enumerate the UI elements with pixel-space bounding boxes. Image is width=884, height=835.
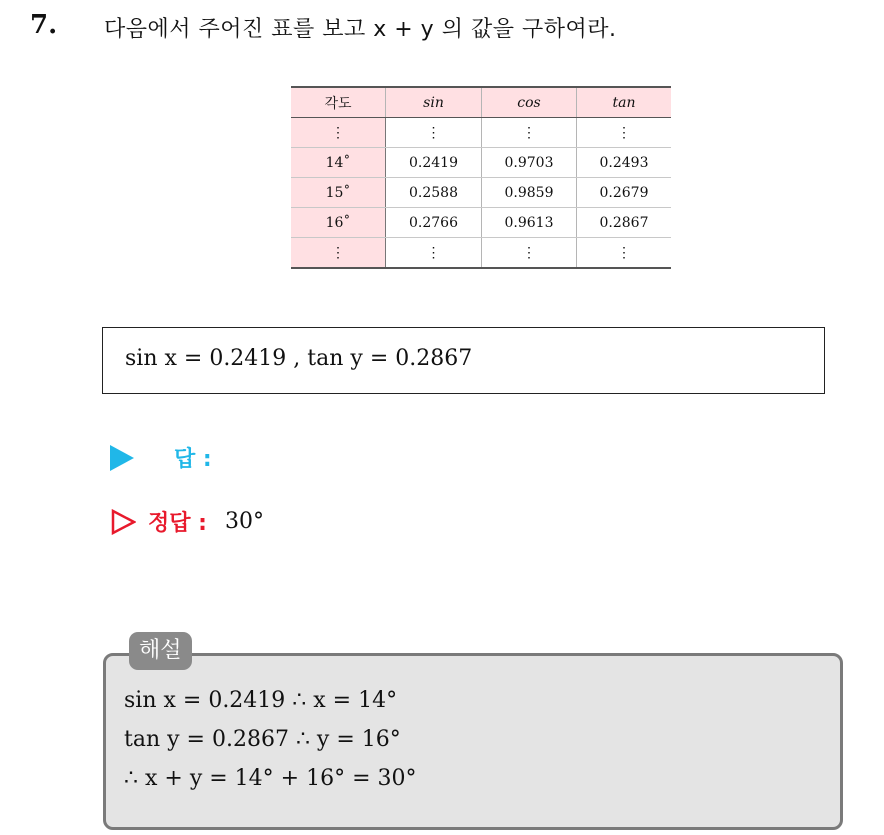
table-row (291, 178, 671, 208)
header-angle: 각도 (291, 87, 386, 118)
explanation-tab: 해설 (129, 632, 192, 670)
table-cell-tan: 0.2679 (577, 178, 672, 208)
table-cell-tan: 0.2493 (577, 148, 672, 178)
outline-triangle-icon (110, 509, 136, 535)
correct-answer-row (110, 506, 264, 537)
header-tan: tan (577, 87, 672, 118)
table-cell-cos: ⋮ (482, 238, 577, 269)
table-cell-angle: ⋮ (291, 118, 386, 148)
table-row (291, 238, 671, 269)
explanation-line-2: tan y = 0.2867 ∴ y = 16° (124, 727, 401, 752)
table-row (291, 118, 671, 148)
given-values-box (102, 327, 825, 394)
table-cell-tan: ⋮ (577, 118, 672, 148)
table-cell-cos: 0.9859 (482, 178, 577, 208)
table-cell-tan: ⋮ (577, 238, 672, 269)
table-cell-angle: ⋮ (291, 238, 386, 269)
table-cell-sin: 0.2419 (386, 148, 482, 178)
play-triangle-icon (110, 445, 134, 471)
given-values-text: sin x = 0.2419 , tan y = 0.2867 (125, 346, 473, 371)
table-row (291, 148, 671, 178)
correct-answer-label: 정답 : (148, 511, 207, 536)
table-cell-angle: 14˚ (291, 148, 386, 178)
explanation-line-1: sin x = 0.2419 ∴ x = 14° (124, 688, 398, 713)
question-text: 다음에서 주어진 표를 보고 x + y 의 값을 구하여라. (104, 17, 617, 42)
table-cell-cos: 0.9613 (482, 208, 577, 238)
table-row (291, 208, 671, 238)
question-number: 7. (30, 10, 58, 40)
table-cell-tan: 0.2867 (577, 208, 672, 238)
table-cell-angle: 15˚ (291, 178, 386, 208)
trig-table (291, 86, 671, 269)
header-cos: cos (482, 87, 577, 118)
correct-answer-value: 30° (224, 509, 264, 534)
table-header-row (291, 87, 671, 118)
table-cell-cos: 0.9703 (482, 148, 577, 178)
answer-label: 답 : (174, 447, 212, 472)
table-cell-sin: 0.2588 (386, 178, 482, 208)
table-cell-sin: ⋮ (386, 118, 482, 148)
explanation-line-3: ∴ x + y = 14° + 16° = 30° (124, 766, 417, 791)
table-cell-sin: 0.2766 (386, 208, 482, 238)
table-cell-angle: 16˚ (291, 208, 386, 238)
table-cell-cos: ⋮ (482, 118, 577, 148)
table-cell-sin: ⋮ (386, 238, 482, 269)
header-sin: sin (386, 87, 482, 118)
answer-row (110, 442, 212, 473)
